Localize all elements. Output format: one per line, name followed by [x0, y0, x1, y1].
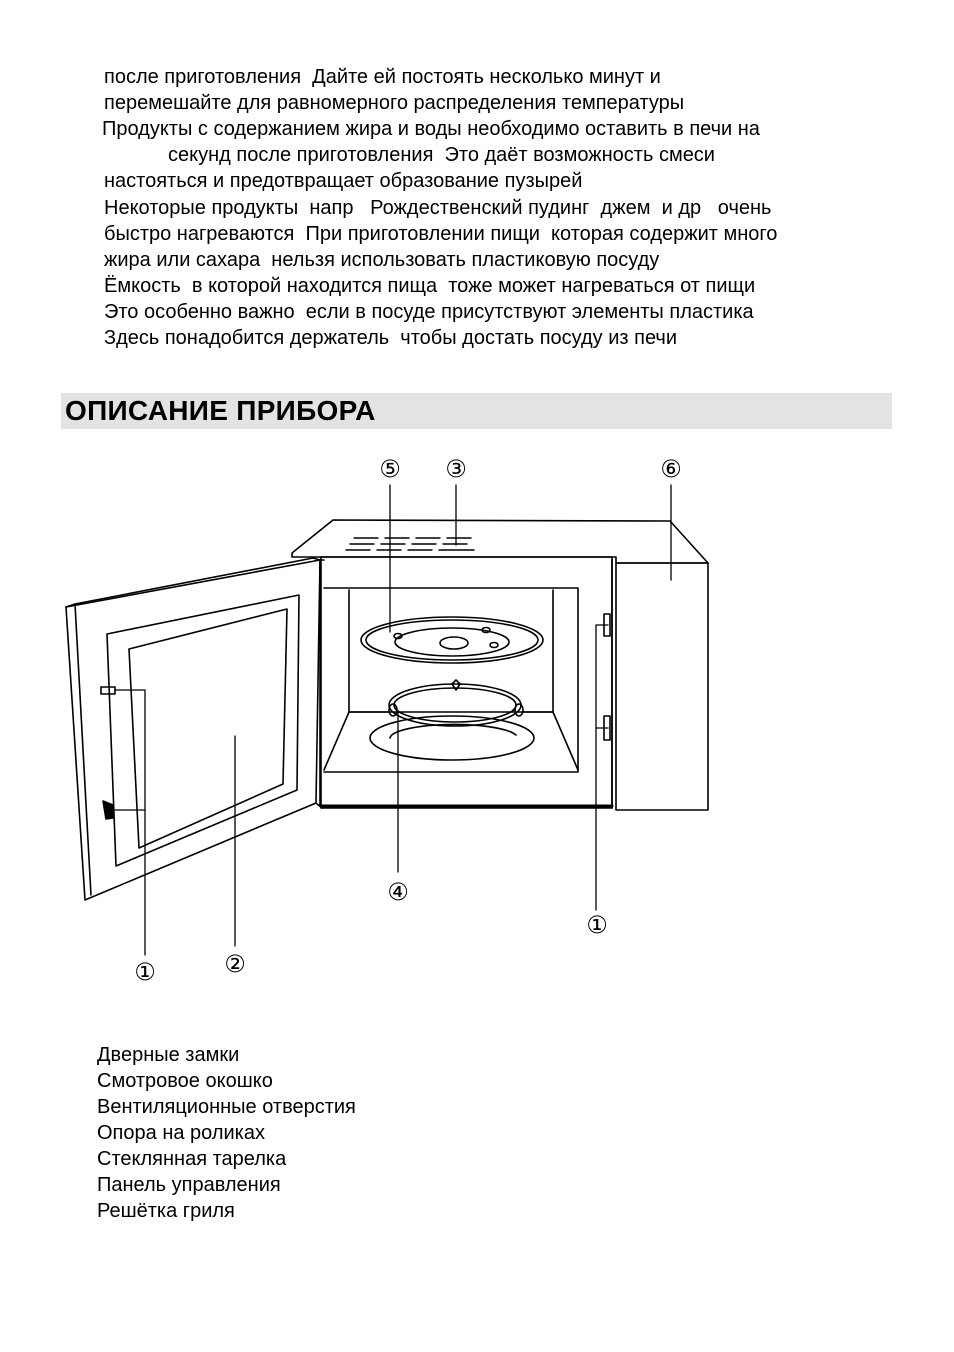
- callout-door-lock-right: ①: [586, 911, 608, 939]
- microwave-diagram: [0, 440, 954, 1000]
- legend-item: Вентиляционные отверстия: [97, 1096, 356, 1118]
- legend-item: Панель управления: [97, 1174, 281, 1196]
- vent-slots: [346, 538, 474, 550]
- intro-line: Здесь понадобится держатель чтобы достать посуду из печи: [104, 327, 677, 349]
- section-heading-bar: [61, 393, 892, 429]
- section-title: ОПИСАНИЕ ПРИБОРА: [65, 395, 376, 426]
- cavity-lock-slots: [604, 614, 610, 740]
- roller-support: [349, 680, 553, 726]
- intro-line: настояться и предотвращает образование пузырей: [104, 170, 583, 192]
- callout-door-lock-left: ①: [134, 958, 156, 986]
- callout-vents: ③: [445, 455, 467, 483]
- glass-tray: [361, 617, 543, 663]
- callout-glass-tray: ⑤: [379, 455, 401, 483]
- intro-line: быстро нагреваются При приготовлении пищи которая содержит много: [104, 223, 778, 245]
- control-panel: [616, 563, 708, 810]
- oven-door: [66, 558, 324, 900]
- intro-line: Некоторые продукты напр Рождественский пудинг джем и др очень: [104, 197, 772, 219]
- oven-cavity: [321, 557, 612, 808]
- callout-window: ②: [224, 950, 246, 978]
- callout-roller-support: ④: [387, 878, 409, 906]
- intro-line: перемешайте для равномерного распределения температуры: [104, 92, 685, 114]
- callout-control-panel: ⑥: [660, 455, 682, 483]
- intro-line: после приготовления Дайте ей постоять несколько минут и: [104, 66, 661, 88]
- intro-line: жира или сахара нельзя использовать пластиковую посуду: [104, 249, 660, 271]
- legend-item: Дверные замки: [97, 1044, 240, 1066]
- intro-line: секунд после приготовления Это даёт возможность смеси: [168, 144, 715, 166]
- legend-item: Решётка гриля: [97, 1200, 235, 1222]
- legend-item: Опора на роликах: [97, 1122, 265, 1144]
- intro-line: Продукты с содержанием жира и воды необходимо оставить в печи на: [102, 118, 760, 140]
- legend-item: Стеклянная тарелка: [97, 1148, 287, 1170]
- intro-line: Это особенно важно если в посуде присутствуют элементы пластика: [104, 301, 754, 323]
- intro-line: Ёмкость в которой находится пища тоже может нагреваться от пищи: [104, 275, 756, 297]
- legend-item: Смотровое окошко: [97, 1070, 273, 1092]
